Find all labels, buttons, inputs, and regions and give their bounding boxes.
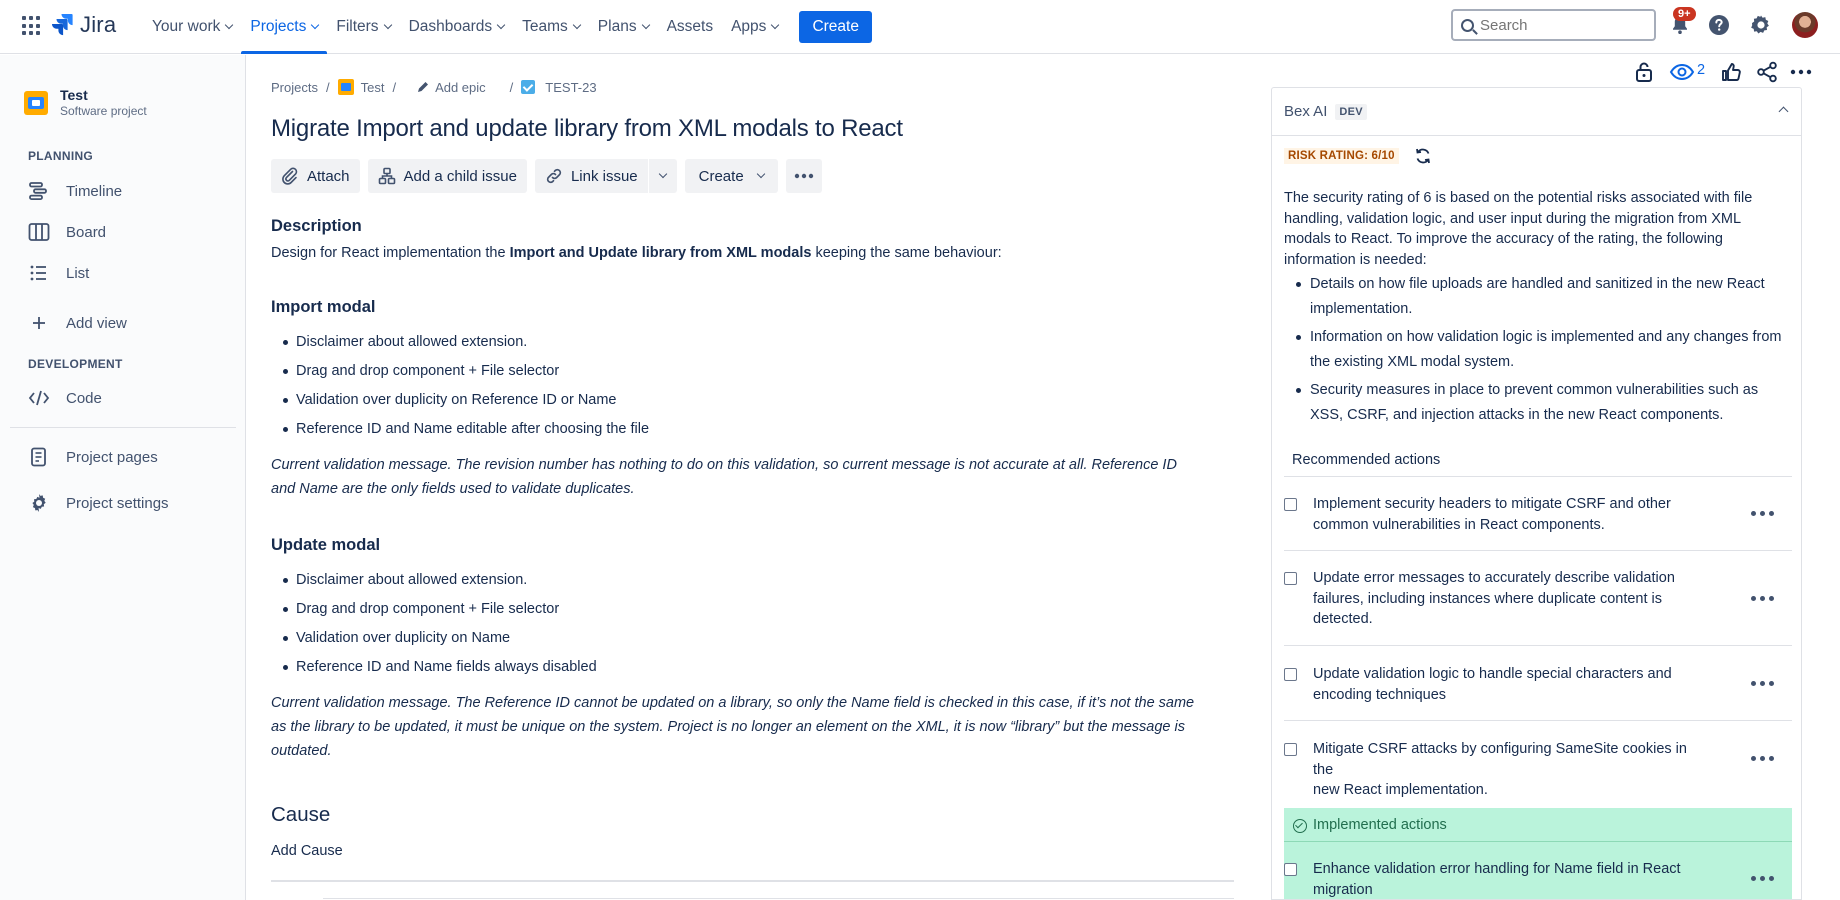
link-issue-button[interactable] (535, 159, 648, 193)
list-item: Drag and drop component + File selector (283, 597, 597, 626)
action-line: new React implementation. (1313, 782, 1488, 798)
list-item (1296, 378, 1796, 427)
update-modal-heading: Update modal (271, 536, 381, 554)
section-divider (323, 898, 1234, 899)
primary-nav (143, 0, 872, 54)
link-issue-dropdown[interactable] (649, 159, 677, 193)
sidebar-item-label: Board (66, 223, 107, 241)
nav-item-filters[interactable] (327, 0, 399, 54)
sidebar-item-label: List (66, 264, 90, 282)
description-intro-bold: Import and Update library from XML modals (509, 245, 812, 261)
recommended-action-item (1284, 494, 1792, 554)
action-text (1313, 568, 1693, 630)
pencil-icon (416, 80, 430, 94)
action-checkbox[interactable] (1284, 743, 1297, 756)
refresh-icon[interactable] (1414, 147, 1432, 165)
breadcrumb-project[interactable]: Test (360, 79, 385, 95)
development-section-title: DEVELOPMENT (28, 357, 123, 371)
child-issue-icon (378, 167, 396, 185)
cause-heading: Cause (271, 803, 331, 826)
import-validation-note (271, 453, 1231, 501)
breadcrumb-projects[interactable]: Projects (271, 79, 318, 95)
summary-line: The security rating of 6 is based on the potential risks associated with file (1284, 190, 1753, 206)
settings-gear-icon[interactable] (1749, 13, 1773, 37)
project-avatar-icon (24, 91, 48, 115)
nav-item-your-work[interactable] (143, 0, 241, 54)
nav-item-label: Teams (522, 18, 568, 35)
sidebar-item-board[interactable] (28, 222, 106, 242)
sidebar-item-project-pages[interactable] (28, 447, 158, 467)
more-horizontal-icon[interactable] (1790, 60, 1812, 84)
board-icon (28, 222, 50, 242)
action-line: detected. (1313, 611, 1373, 627)
recommended-action-item (1284, 664, 1792, 714)
action-line: Implement security headers to mitigate CSRF and other (1313, 496, 1671, 512)
add-view-button[interactable] (28, 313, 127, 333)
add-child-issue-button[interactable] (368, 159, 527, 193)
action-checkbox[interactable] (1284, 572, 1297, 585)
chevron-down-icon (225, 21, 233, 29)
action-text (1313, 664, 1693, 705)
action-line: Update error messages to accurately describe validation (1313, 570, 1675, 586)
paperclip-icon (281, 167, 299, 185)
add-child-label: Add a child issue (403, 167, 517, 185)
notification-badge: 9+ (1673, 7, 1696, 21)
sidebar-item-label: Project settings (66, 494, 169, 512)
more-horizontal-icon[interactable] (1751, 681, 1774, 686)
settings-gear-icon (28, 493, 50, 513)
action-text (1313, 494, 1693, 535)
timeline-icon (28, 181, 50, 201)
bex-ai-header[interactable] (1272, 88, 1801, 136)
recommended-action-item (1284, 568, 1792, 638)
note-line: Current validation message. The revision number has nothing to do on this validation, so current message is not accurate at all. Reference ID (271, 457, 1177, 473)
jira-logo-text: Jira (80, 12, 117, 37)
update-validation-note (271, 691, 1231, 763)
nav-item-label: Dashboards (408, 18, 493, 35)
more-horizontal-icon (794, 173, 814, 179)
divider (1284, 645, 1792, 646)
top-navigation (0, 0, 1840, 54)
sidebar-item-timeline[interactable] (28, 181, 122, 201)
nav-item-label: Assets (666, 18, 714, 35)
list-item-line: Information on how validation logic is implemented and any changes from (1310, 329, 1782, 345)
action-text (1313, 859, 1693, 900)
nav-item-projects[interactable] (241, 0, 327, 54)
list-item-line: Details on how file uploads are handled and sanitized in the new React (1310, 276, 1765, 292)
description-intro-text: Design for React implementation the (271, 245, 510, 261)
nav-item-assets[interactable] (658, 0, 723, 54)
list-item-line: implementation. (1310, 300, 1413, 317)
nav-item-label: Apps (731, 18, 767, 35)
list-item-line: Security measures in place to prevent common vulnerabilities such as (1310, 382, 1759, 398)
action-checkbox[interactable] (1284, 498, 1297, 511)
nav-item-label: Your work (152, 18, 221, 35)
more-horizontal-icon[interactable] (1751, 876, 1774, 881)
project-avatar-icon (338, 79, 354, 95)
recommended-action-item (1284, 739, 1792, 798)
nav-item-dashboards[interactable] (400, 0, 514, 54)
plus-icon (28, 313, 50, 333)
description-intro[interactable] (271, 241, 1002, 265)
jira-logo-icon (52, 13, 74, 37)
watch-eye-icon[interactable] (1669, 60, 1695, 84)
dev-tag: DEV (1335, 104, 1367, 120)
link-issue-split-button (535, 159, 677, 193)
list-item-line: XSS, CSRF, and injection attacks in the new React components. (1310, 406, 1724, 423)
more-horizontal-icon[interactable] (1751, 511, 1774, 516)
create-button[interactable]: Create (799, 11, 872, 43)
list-item: Reference ID and Name fields always disabled (283, 655, 597, 684)
description-heading: Description (271, 217, 362, 235)
sidebar-item-label: Code (66, 389, 102, 407)
list-item (1296, 325, 1796, 374)
thumbs-up-icon[interactable] (1720, 60, 1742, 84)
nav-item-plans[interactable] (589, 0, 658, 54)
check-circle-icon (1293, 819, 1307, 833)
code-icon (28, 388, 50, 408)
create-label: Create (698, 167, 744, 185)
import-modal-heading: Import modal (271, 298, 376, 316)
chevron-down-icon (573, 21, 581, 29)
task-type-icon (521, 80, 535, 94)
sidebar-item-list[interactable] (28, 263, 89, 283)
add-cause-field[interactable]: Add Cause (271, 843, 343, 859)
list-item: Validation over duplicity on Name (283, 626, 597, 655)
summary-line: information is needed: (1284, 251, 1427, 268)
project-type: Software project (60, 104, 147, 118)
note-line: Current validation message. The Reference ID cannot be updated on a library, so only the Name field is checked in this case, if it’s not the same (271, 695, 1195, 711)
action-text (1313, 739, 1693, 801)
sidebar-item-code[interactable] (28, 388, 102, 408)
help-icon[interactable] (1707, 13, 1731, 37)
list-item: Drag and drop component + File selector (283, 359, 649, 388)
create-dropdown-button[interactable] (685, 159, 778, 193)
nav-item-label: Projects (250, 18, 307, 35)
attach-button[interactable] (271, 159, 360, 193)
share-icon[interactable] (1756, 60, 1778, 84)
more-horizontal-icon[interactable] (1751, 756, 1774, 761)
divider (1284, 476, 1792, 477)
user-avatar[interactable] (1792, 12, 1818, 38)
information-needed-list (1296, 272, 1796, 431)
chevron-down-icon (497, 21, 505, 29)
project-header[interactable] (24, 87, 147, 118)
link-issue-label: Link issue (570, 167, 638, 185)
note-line: outdated. (271, 743, 332, 759)
project-sidebar (0, 55, 246, 900)
summary-line: handling, validation logic, and user input during the migration from XML (1284, 210, 1742, 227)
breadcrumb-add-epic[interactable]: Add epic (435, 79, 486, 95)
chevron-up-icon[interactable] (1779, 107, 1789, 117)
import-modal-list (283, 330, 649, 446)
lock-icon[interactable] (1634, 60, 1654, 84)
more-actions-button[interactable] (786, 159, 822, 193)
summary-line: modals to React. To improve the accuracy of the rating, the following (1284, 231, 1723, 247)
chevron-down-icon (383, 21, 391, 29)
recommended-actions-heading: Recommended actions (1292, 452, 1441, 468)
nav-item-apps[interactable] (722, 0, 787, 54)
action-line: failures, including instances where duplicate content is (1313, 590, 1663, 607)
list-icon (28, 263, 50, 283)
project-name: Test (60, 87, 88, 103)
action-line: migration (1313, 881, 1373, 898)
action-line: encoding techniques (1313, 686, 1447, 703)
list-item (1296, 272, 1796, 321)
app-switcher-icon[interactable] (22, 16, 42, 36)
breadcrumb: Projects / Test / Add epic / TEST-23 (271, 79, 597, 95)
list-item-line: the existing XML modal system. (1310, 353, 1515, 370)
pages-icon (28, 447, 50, 467)
update-modal-list (283, 568, 597, 684)
divider (1284, 720, 1792, 721)
search-input[interactable] (1480, 17, 1640, 34)
nav-item-label: Filters (336, 18, 379, 35)
divider (1284, 841, 1792, 842)
bex-ai-title: Bex AI (1284, 103, 1328, 120)
chevron-down-icon (756, 170, 764, 178)
nav-item-label: Plans (597, 18, 637, 35)
note-line: as the library to be updated, it must be unique on the system. Project is no longer an element on the XML, it is now “library” but the message is (271, 719, 1185, 735)
search-box[interactable] (1451, 9, 1656, 41)
implemented-action-item (1284, 859, 1792, 900)
chevron-down-icon (771, 21, 779, 29)
list-item: Reference ID and Name editable after choosing the file (283, 417, 649, 446)
chevron-down-icon (658, 170, 666, 178)
action-line: Enhance validation error handling for Name field in React (1313, 861, 1681, 877)
issue-main (271, 55, 1271, 900)
implemented-actions-section (1284, 808, 1792, 900)
divider (1284, 550, 1792, 551)
search-icon (1461, 19, 1474, 32)
sidebar-divider (10, 427, 236, 428)
sidebar-item-label: Timeline (66, 182, 123, 200)
chevron-down-icon (641, 21, 649, 29)
issue-title[interactable]: Migrate Import and update library from XML modals to React (271, 115, 903, 142)
sidebar-item-label: Project pages (66, 448, 158, 466)
description-intro-tail: keeping the same behaviour: (811, 245, 1002, 261)
link-icon (545, 167, 563, 185)
breadcrumb-issue-key[interactable]: TEST-23 (545, 79, 597, 95)
jira-logo[interactable] (52, 12, 116, 38)
planning-section-title: PLANNING (28, 149, 94, 163)
risk-summary (1284, 188, 1792, 270)
section-divider (271, 880, 1234, 882)
attach-label: Attach (307, 167, 350, 185)
chevron-down-icon (311, 21, 319, 29)
more-horizontal-icon[interactable] (1751, 596, 1774, 601)
action-line: Update validation logic to handle special characters and (1313, 666, 1672, 682)
implemented-actions-heading: Implemented actions (1313, 817, 1447, 833)
nav-item-teams[interactable] (513, 0, 589, 54)
issue-toolbar (271, 159, 822, 193)
bex-ai-panel (1271, 87, 1802, 900)
risk-rating-badge: RISK RATING: 6/10 (1284, 148, 1399, 164)
action-checkbox[interactable] (1284, 668, 1297, 681)
note-line: and Name are the only fields used to validate duplicates. (271, 481, 635, 497)
action-line: common vulnerabilities in React components. (1313, 516, 1605, 533)
add-view-label: Add view (66, 314, 127, 332)
action-checkbox[interactable] (1284, 863, 1297, 876)
list-item: Disclaimer about allowed extension. (283, 568, 597, 597)
list-item: Disclaimer about allowed extension. (283, 330, 649, 359)
list-item: Validation over duplicity on Reference ID or Name (283, 388, 649, 417)
watchers-count[interactable]: 2 (1697, 62, 1706, 78)
action-line: Mitigate CSRF attacks by configuring SameSite cookies in the (1313, 741, 1687, 778)
sidebar-item-project-settings[interactable] (28, 493, 169, 513)
